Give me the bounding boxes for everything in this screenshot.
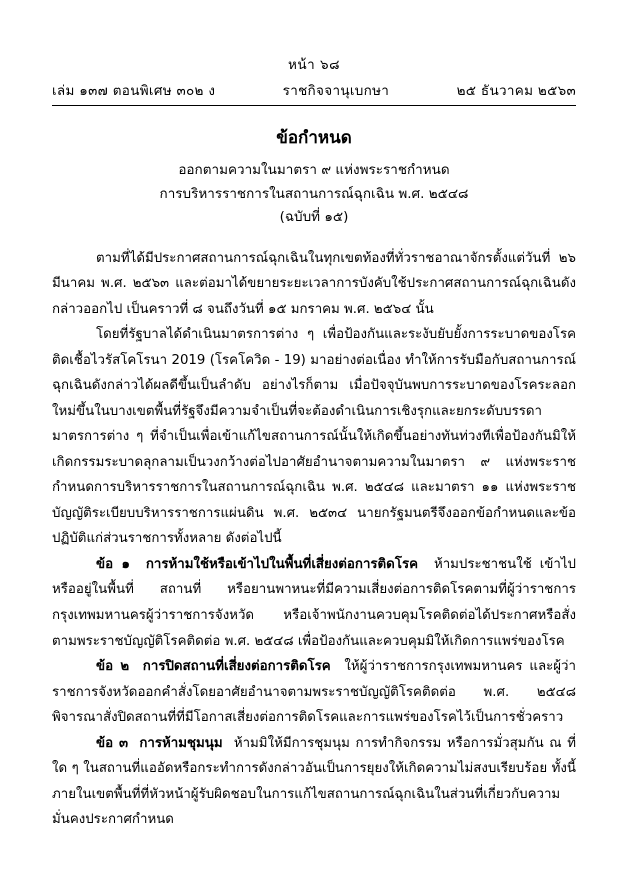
header-divider <box>52 105 576 106</box>
clause-2-label: ข้อ ๒ <box>96 659 130 675</box>
page-title: ข้อกำหนด <box>276 127 352 148</box>
subtitle-line-3: (ฉบับที่ ๑๕) <box>279 209 349 226</box>
clause-3 <box>52 731 576 833</box>
publication-date: ๒๕ ธันวาคม ๒๕๖๓ <box>456 82 576 99</box>
clause-1-heading: การห้ามใช้หรือเข้าไปในพื้นที่เสี่ยงต่อการติดโรค <box>145 556 418 572</box>
clause-3-heading: การห้ามชุมนุม <box>139 735 223 751</box>
clause-1-label: ข้อ ๑ <box>96 556 130 572</box>
paragraph-intro-2: โดยที่รัฐบาลได้ดำเนินมาตรการต่าง ๆ เพื่อป้องกันและระงับยับยั้งการระบาดของโรคติดเชื้อไวรัสโคโรนา 2019 (โรคโควิด - 19) มาอย่างต่อเนื่อง ทำให้การรับมือกับสถานการณ์ฉุกเฉินดังกล่าวได้ผลดีขึ้นเป็นลำดับ อย่างไรก็ตาม เมื่อปัจจุบันพบการระบาดของโรคระลอกใหม่ขึ้นในบางเขตพื้นที่รัฐจึงมีความจำเป็นที่จะต้องดำเนินการเชิงรุกและยกระดับบรรดามาตรการต่าง ๆ ที่จำเป็นเพื่อเข้าแก้ไขสถานการณ์นั้นให้เกิดขึ้นอย่างทันท่วงทีเพื่อป้องกันมิให้เกิดกรรมระบาดลุกลามเป็นวงกว้างต่อไปอาศัยอำนาจตามความในมาตรา ๙ แห่งพระราชกำหนดการบริหารราชการในสถานการณ์ฉุกเฉิน พ.ศ. ๒๕๔๘ และมาตรา ๑๑ แห่งพระราชบัญญัติระเบียบบริหารราชการแผ่นดิน พ.ศ. ๒๕๓๔ นายกรัฐมนตรีจึงออกข้อกำหนดและข้อปฏิบัติแก่ส่วนราชการทั้งหลาย ดังต่อไปนี้ <box>52 327 576 547</box>
gazette-name: ราชกิจจานุเบกษา <box>282 82 390 99</box>
subtitle-line-2: การบริหารราชการในสถานการณ์ฉุกเฉิน พ.ศ. ๒๕๔๘ <box>159 185 469 202</box>
clause-2 <box>52 654 576 731</box>
subtitle-line-1: ออกตามความในมาตรา ๙ แห่งพระราชกำหนด <box>178 161 450 178</box>
clause-3-text: ห้ามมิให้มีการชุมนุม การทำกิจกรรม หรือการมั่วสุมกัน ณ ที่ใด ๆ ในสถานที่แออัดหรือกระทำการดังกล่าวอันเป็นการยุยงให้เกิดความไม่สงบเรียบร้อย ทั้งนี้ ภายในเขตพื้นที่ที่หัวหน้าผู้รับผิดชอบในการแก้ไขสถานการณ์ฉุกเฉินในส่วนที่เกี่ยวกับความมั่นคงประกาศกำหนด <box>52 735 576 828</box>
document-body <box>52 246 576 833</box>
clause-2-text: ให้ผู้ว่าราชการกรุงเทพมหานคร และผู้ว่าราชการจังหวัดออกคำสั่งโดยอาศัยอำนาจตามพระราชบัญญัติโรคติดต่อ พ.ศ. ๒๕๔๘ พิจารณาสั่งปิดสถานที่ที่มีโอกาสเสี่ยงต่อการติดโรคและการแพร่ของโรคไว้เป็นการชั่วคราว <box>52 659 576 726</box>
volume-info: เล่ม ๑๓๗ ตอนพิเศษ ๓๐๒ ง <box>52 82 216 99</box>
clause-3-label: ข้อ ๓ <box>96 735 129 751</box>
clause-1-text: ห้ามประชาชนใช้ เข้าไป หรืออยู่ในพื้นที่ สถานที่ หรือยานพาหนะที่มีความเสี่ยงต่อการติดโรคตามที่ผู้ว่าราชการกรุงเทพมหานครผู้ว่าราชการจังหวัด หรือเจ้าพนักงานควบคุมโรคติดต่อได้ประกาศหรือสั่งตามพระราชบัญญัติโรคติดต่อ พ.ศ. ๒๕๔๘ เพื่อป้องกันและควบคุมมิให้เกิดการแพร่ของโรค <box>52 556 576 649</box>
clause-2-heading: การปิดสถานที่เสี่ยงต่อการติดโรค <box>142 659 331 675</box>
page-number: หน้า ๖๘ <box>288 57 340 73</box>
clause-1 <box>52 552 576 654</box>
paragraph-intro-1: ตามที่ได้มีประกาศสถานการณ์ฉุกเฉินในทุกเขตท้องที่ทั่วราชอาณาจักรตั้งแต่วันที่ ๒๖ มีนาคม พ.ศ. ๒๕๖๓ และต่อมาได้ขยายระยะเวลาการบังคับใช้ประกาศสถานการณ์ฉุกเฉินดังกล่าวออกไป เป็นคราวที่ ๘ จนถึงวันที่ ๑๕ มกราคม พ.ศ. ๒๕๖๔ นั้น <box>52 250 576 317</box>
gazette-header <box>52 79 576 101</box>
document-subtitle <box>52 159 576 230</box>
